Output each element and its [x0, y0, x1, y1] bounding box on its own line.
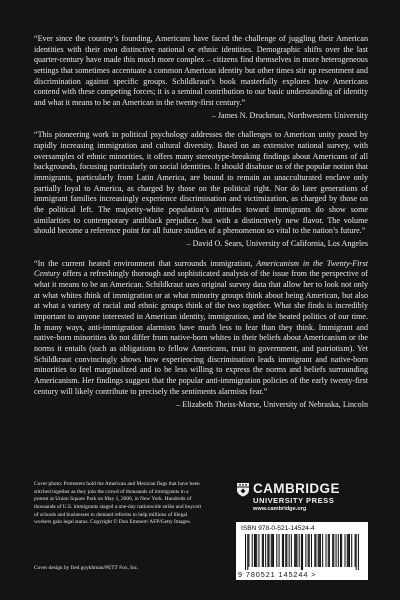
barcode-bar: [348, 534, 349, 567]
quote-attribution: – Elizabeth Theiss-Morse, University of Nebraska, Lincoln: [176, 399, 368, 409]
barcode-bar: [255, 534, 256, 567]
barcode-bar: [294, 534, 295, 567]
barcode-bar: [295, 534, 296, 567]
barcode-bar: [279, 534, 280, 567]
barcode-bar: [338, 534, 339, 567]
barcode-bar: [296, 534, 297, 567]
barcode-bar: [271, 534, 272, 567]
endorsement-quote: [34, 259, 368, 410]
barcode-bar: [320, 534, 321, 567]
barcode-bar: [273, 534, 274, 567]
barcode-bar: [299, 534, 300, 567]
barcode-bar: [263, 534, 264, 567]
barcode-bar: [356, 534, 357, 570]
publisher-url: www.cambridge.org: [253, 506, 307, 512]
cambridge-crest-icon: [236, 482, 250, 497]
quote-text-after: offers a refreshingly thorough and sophisticated analysis of the issue from the perspective of what it means to be an American. Schildkraut uses original survey data that allow her to look not only at what whites think of immigration or at what minority groups think about being American, but also at what a variety of racial and ethnic groups think of the two together. What she finds is incredibly important to anyone interested in American identity, immigration, and the heated politics of our time. In many ways, anti-immigration alarmists have much less to fear than they think. Immigrant and native-born minorities do not differ from native-born whites in their beliefs about Americanism or the norms it entails (such as obligations to fellow Americans, trust in government, and patriotism). Yet Schildkraut convincingly shows how experiencing discrimination leads immigrant and native-born minorities to feel marginalized and to be less willing to express the norms and beliefs surrounding Americanism. Her findings suggest that the popular anti-immigration policies of the early twenty-first century will likely contribute to precisely the sentiments alarmists fear.”: [34, 269, 368, 396]
barcode-bar: [245, 534, 246, 570]
barcode-bar: [308, 534, 309, 567]
barcode-bar: [248, 534, 249, 567]
barcode-bar: [333, 534, 334, 567]
barcode-bar: [329, 534, 330, 567]
barcode-bar: [311, 534, 312, 567]
bottom-section: [34, 481, 368, 581]
barcode-bar: [254, 534, 255, 567]
cover-photo-caption: Cover photo: Protesters hold the American and Mexican flags that have been stitched together as they join the crowd of thousands of immigrants in a protest at Union Square Park on May 1, 2006, in New York. Hundreds of thousands of U.S. immigrants staged a one-day nationwide strike and boycott of schools and businesses to demand reforms to help millions of illegal workers gain legal status. Copyright © Don Emmert/ AFP/Getty Images.: [34, 481, 202, 526]
barcode-bar: [332, 534, 333, 567]
barcode-bar: [315, 534, 316, 567]
endorsement-quotes: [34, 34, 368, 419]
quote-attribution: – David O. Sears, University of California, Los Angeles: [186, 239, 368, 249]
barcode-bar: [358, 534, 359, 570]
barcode-bar: [268, 534, 269, 567]
barcode-bar: [252, 534, 253, 567]
barcode-bar: [322, 534, 323, 567]
barcode-bar: [314, 534, 315, 567]
barcode-bar: [285, 534, 286, 567]
barcode-bar: [282, 534, 283, 567]
isbn-barcode: [236, 522, 368, 580]
quote-text: “This pioneering work in political psychology addresses the challenges to American unity posed by rapidly increasing immigration and cultural diversity. Based on an extensive national survey, with oversamples of ethnic minorities, it offers many stereotype-breaking findings about Americans of all backgrounds, focusing particularly on social identities. It should disabuse us of the popular notion that immigrants, particularly from Latin America, are bound to remain an unacculturated enclave only partially loyal to America, as charged by those on the political right. Nor do later generations of immigrant families increasingly experience discrimination and victimization, as charged by those on the political left. The majority-white population’s attitudes toward immigrants do show some similarities to contemporary antiblack prejudice, but with a distinctively new flavor. The volume should become a reference point for all future studies of a phenomenon so vital to the nation’s future.”: [34, 130, 368, 236]
isbn-label: ISBN 978-0-521-14524-4: [241, 525, 315, 532]
quote-text: “Ever since the country’s founding, Americans have faced the challenge of juggling their American identities with their own distinctive national or ethnic identities. Demographic shifts over the last quarter-century have made this much more complex – citizens find themselves in more heterogeneous settings that sometimes accentuate a common American identity but other times stir up resentment and discrimination against specific groups. Schildkraut’s book masterfully explores how Americans contend with these competing forces; it is a seminal contribution to our basic understanding of identity and what it means to be an American in the twenty-first century.”: [34, 34, 368, 108]
barcode-bar: [291, 534, 292, 567]
barcode-bar: [340, 534, 341, 567]
barcode-bar: [301, 534, 302, 570]
endorsement-quote: [34, 34, 368, 121]
barcode-bar: [286, 534, 287, 567]
publisher-subtitle: UNIVERSITY PRESS: [253, 496, 335, 505]
barcode-bar: [355, 534, 356, 567]
publisher-name: CAMBRIDGE: [253, 481, 340, 496]
barcode-bar: [247, 534, 248, 570]
barcode-bar: [302, 534, 303, 570]
barcode-bar: [265, 534, 266, 567]
barcode-bar: [309, 534, 310, 567]
barcode-bar: [276, 534, 277, 567]
barcode-bar: [341, 534, 342, 567]
barcode-bar: [318, 534, 319, 567]
quote-text: [34, 259, 368, 398]
barcode-bar: [344, 534, 345, 567]
barcode-bar: [256, 534, 257, 567]
endorsement-quote: [34, 130, 368, 249]
barcode-digits: 9 780521 145244 >: [238, 570, 317, 579]
barcode-bar: [336, 534, 337, 567]
barcode-bar: [283, 534, 284, 567]
barcode-bars: [245, 534, 359, 570]
barcode-bar: [328, 534, 329, 567]
barcode-bar: [272, 534, 273, 567]
quote-text-before: “In the current heated environment that surrounds immigration,: [34, 258, 257, 268]
quote-attribution: – James N. Druckman, Northwestern University: [211, 110, 368, 120]
barcode-bar: [351, 534, 352, 567]
barcode-bar: [347, 534, 348, 567]
barcode-bar: [289, 534, 290, 567]
barcode-bar: [267, 534, 268, 567]
barcode-bar: [319, 534, 320, 567]
barcode-bar: [305, 534, 306, 567]
cover-design-credit: Cover design by fred goykhman/PETT Fox, Inc.: [34, 565, 139, 571]
book-title-italic: Americanism in the Twenty-First Century: [34, 258, 368, 279]
barcode-bar: [262, 534, 263, 567]
barcode-bar: [349, 534, 350, 567]
barcode-bar: [258, 534, 259, 567]
barcode-bar: [325, 534, 326, 567]
